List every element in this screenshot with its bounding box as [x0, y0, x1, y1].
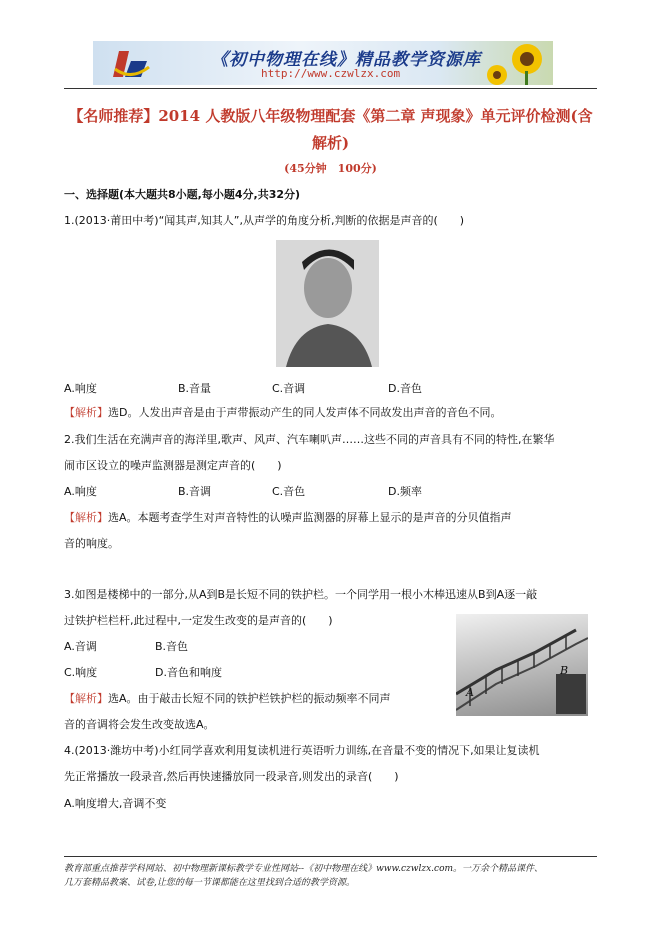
q2-analysis-text: 选A。本题考查学生对声音特性的认噪声监测器的屏幕上显示的是声音的分贝值指声 [108, 511, 512, 524]
q1-analysis [64, 406, 501, 420]
q3-analysis-text: 选A。由于敲击长短不同的铁护栏铁护栏的振动频率不同声 [108, 692, 391, 705]
q2-option-d: D.频率 [388, 485, 422, 498]
doc-title-line2: 解析) [311, 134, 350, 152]
q1-option-b: B.音量 [178, 382, 212, 395]
footer-line1: 教育部重点推荐学科网站、初中物理新课标教学专业性网站--《初中物理在线》www.czwlzx.com。一万余个精品课件、 [64, 864, 544, 874]
site-banner [93, 41, 553, 85]
banner-title: 《初中物理在线》精品教学资源库 [211, 50, 481, 70]
q1-analysis-text: 选D。人发出声音是由于声带振动产生的同人发声体不同故发出声音的音色不同。 [108, 406, 502, 419]
q1-option-d: D.音色 [388, 382, 422, 395]
q2-analysis-line2: 音的响度。 [64, 537, 119, 550]
q3-stem-line1: 3.如图是楼梯中的一部分,从A到B是长短不同的铁护栏。一个同学用一根小木棒迅速从B到A逐一敲 [64, 588, 538, 601]
q3-option-b: B.音色 [155, 640, 189, 653]
q1-option-a: A.响度 [64, 382, 97, 395]
q2-analysis-line1 [64, 511, 512, 525]
banner-url: http://www.czwlzx.com [261, 67, 401, 80]
q1-stem: 1.(2013·莆田中考)“闻其声,知其人”,从声学的角度分析,判断的依据是声音的( ) [64, 214, 465, 227]
q1-option-c: C.音调 [272, 382, 306, 395]
q2-stem-line2: 闹市区设立的噪声监测器是测定声音的( ) [64, 459, 282, 472]
q3-staircase-figure [456, 614, 588, 716]
q4-stem-line1: 4.(2013·潍坊中考)小红同学喜欢利用复读机进行英语听力训练,在音量不变的情况下,如果让复读机 [64, 744, 540, 757]
footer-line2: 几万套精品教案、试卷,让您的每一节课都能在这里找到合适的教学资源。 [64, 878, 355, 888]
section-heading: 一、选择题(本大题共8小题,每小题4分,共32分) [64, 188, 301, 201]
q3-stem-line2: 过铁护栏栏杆,此过程中,一定发生改变的是声音的( ) [64, 614, 333, 627]
q4-option-a: A.响度增大,音调不变 [64, 797, 167, 810]
q3-option-a: A.音调 [64, 640, 97, 653]
doc-title-line1: 【名师推荐】2014 人教版八年级物理配套《第二章 声现象》单元评价检测(含 [68, 107, 593, 125]
q3-analysis-tag: 【解析】 [64, 692, 108, 705]
footer-divider [64, 856, 597, 857]
page-footer [64, 862, 604, 890]
q3-analysis-line2: 音的音调将会发生改变故选A。 [64, 718, 215, 731]
q2-option-b: B.音调 [178, 485, 212, 498]
q3-figure-label-b: B [560, 664, 569, 677]
q2-stem-line1: 2.我们生活在充满声音的海洋里,歌声、风声、汽车喇叭声……这些不同的声音具有不同的特性,在繁华 [64, 433, 555, 446]
q2-option-c: C.音色 [272, 485, 306, 498]
sunflower-icon [483, 41, 553, 85]
q3-option-c: C.响度 [64, 666, 98, 679]
q3-option-d: D.音色和响度 [155, 666, 222, 679]
q4-stem-line2: 先正常播放一段录音,然后再快速播放同一段录音,则发出的录音( ) [64, 770, 399, 783]
q3-analysis-line1 [64, 692, 391, 706]
q1-analysis-tag: 【解析】 [64, 406, 108, 419]
staircase-railing-icon [456, 614, 588, 716]
q2-analysis-tag: 【解析】 [64, 511, 108, 524]
q2-option-a: A.响度 [64, 485, 97, 498]
q1-portrait-photo [276, 240, 379, 367]
doc-subtitle: (45分钟 100分) [284, 162, 377, 175]
q3-figure-label-a: A [466, 686, 474, 699]
header-divider [64, 88, 597, 89]
site-logo-icon [111, 47, 151, 81]
